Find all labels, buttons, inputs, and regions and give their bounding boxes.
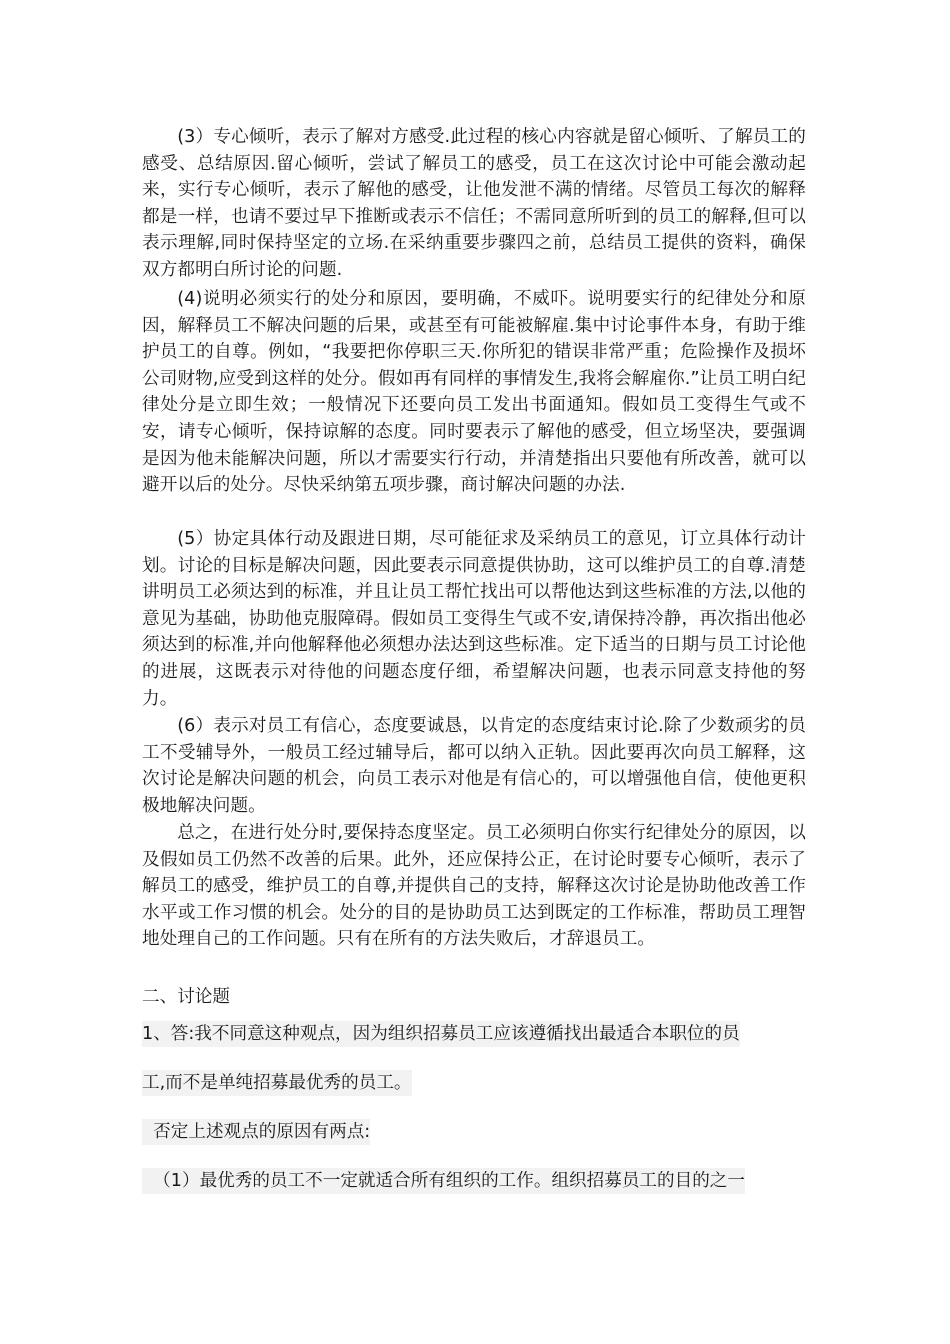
answer-line-4: （1）最优秀的员工不一定就适合所有组织的工作。组织招募员工的目的之一 xyxy=(142,1168,745,1194)
section-heading: 二、讨论题 xyxy=(142,987,230,1007)
paragraph-step-3: (3）专心倾听，表示了解对方感受.此过程的核心内容就是留心倾听、了解员工的感受、总结原因.留心倾听，尝试了解员工的感受，员工在这次讨论中可能会激动起来，实行专心倾听，表示了解他的感受，让他发泄不满的情绪。尽管员工每次的解释都是一样，也请不要过早下推断或表示不信任；不需同意所听到的员工的解释,但可以表示理解,同时保持坚定的立场.在采纳重要步骤四之前，总结员工提供的资料，确保双方都明白所讨论的问题. xyxy=(142,127,806,280)
answer-line-3: 否定上述观点的原因有两点: xyxy=(142,1119,370,1145)
paragraph-summary: 总之，在进行处分时,要保持态度坚定。员工必须明白你实行纪律处分的原因，以及假如员工仍然不改善的后果。此外，还应保持公正，在讨论时要专心倾听，表示了解员工的感受，维护员工的自尊,并提供自己的支持，解释这次讨论是协助他改善工作水平或工作习惯的机会。处分的目的是协助员工达到既定的工作标准，帮助员工理智地处理自己的工作问题。只有在所有的方法失败后，才辞退员工。 xyxy=(142,823,806,950)
paragraph-step-6: (6）表示对员工有信心，态度要诚恳，以肯定的态度结束讨论.除了少数顽劣的员工不受辅导外，一般员工经过辅导后，都可以纳入正轨。因此要再次向员工解释，这次讨论是解决问题的机会，向员工表示对他是有信心的，可以增强他自信，使他更积极地解决问题。 xyxy=(142,716,806,816)
paragraph-step-4: (4)说明必须实行的处分和原因，要明确，不威吓。说明要实行的纪律处分和原因，解释员工不解决问题的后果，或甚至有可能被解雇.集中讨论事件本身，有助于维护员工的自尊。例如，“我要把你停职三天.你所犯的错误非常严重；危险操作及损坏公司财物,应受到这样的处分。假如再有同样的事情发生,我将会解雇你.”让员工明白纪律处分是立即生效；一般情况下还要向员工发出书面通知。假如员工变得生气或不安，请专心倾听，保持谅解的态度。同时要表示了解他的感受，但立场坚决，要强调是因为他未能解决问题，所以才需要实行行动，并清楚指出只要他有所改善，就可以避开以后的处分。尽快采纳第五项步骤，商讨解决问题的办法. xyxy=(142,289,806,496)
answer-line-1: 1、答:我不同意这种观点，因为组织招募员工应该遵循找出最适合本职位的员 xyxy=(142,1021,740,1047)
answer-line-2: 工,而不是单纯招募最优秀的员工。 xyxy=(142,1070,412,1096)
paragraph-step-5: (5）协定具体行动及跟进日期，尽可能征求及采纳员工的意见，订立具体行动计划。讨论的目标是解决问题，因此要表示同意提供协助，这可以维护员工的自尊.清楚讲明员工必须达到的标准，并且让员工帮忙找出可以帮他达到这些标准的方法,以他的意见为基础，协助他克服障碍。假如员工变得生气或不安,请保持冷静，再次指出他必须达到的标准,并向他解释他必须想办法达到这些标准。定下适当的日期与员工讨论他的进展，这既表示对待他的问题态度仔细，希望解决问题，也表示同意支持他的努力。 xyxy=(142,529,806,709)
